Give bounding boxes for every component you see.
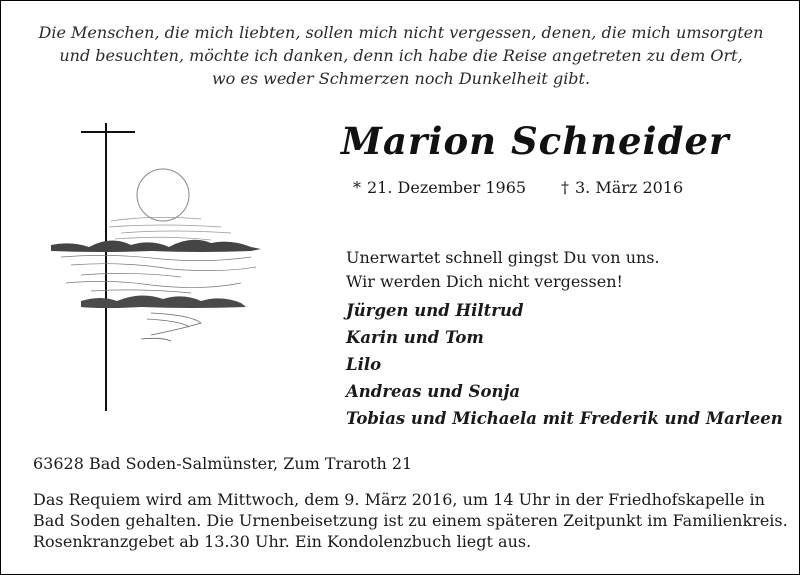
birth-date xyxy=(353,178,526,197)
mourner-item: Lilo xyxy=(346,355,382,374)
quote-line: und besuchten, möchte ich danken, denn ich habe die Reise angetreten zu dem Ort, xyxy=(59,46,743,65)
farewell-line: Unerwartet schnell gingst Du von uns. xyxy=(346,248,660,267)
service-information xyxy=(33,489,788,552)
service-line: Rosenkranzgebet ab 13.30 Uhr. Ein Kondolenzbuch liegt aus. xyxy=(33,532,532,551)
mourner-item: Jürgen und Hiltrud xyxy=(346,301,524,320)
cross-vertical xyxy=(105,123,107,411)
mourners-list xyxy=(346,297,783,432)
memorial-illustration xyxy=(51,123,281,413)
death-date xyxy=(561,178,683,197)
farewell-message xyxy=(346,246,660,294)
sun-shape xyxy=(137,169,189,221)
farewell-line: Wir werden Dich nicht vergessen! xyxy=(346,272,623,291)
mourner-item: Karin und Tom xyxy=(346,328,484,347)
mourner-item: Andreas und Sonja xyxy=(346,382,521,401)
deceased-name: Marion Schneider xyxy=(341,119,730,163)
family-address: 63628 Bad Soden-Salmünster, Zum Traroth 21 xyxy=(33,454,413,473)
mountain-range-far xyxy=(51,240,261,252)
river-strokes xyxy=(141,313,201,341)
star-icon: * xyxy=(353,178,361,197)
quote-line: Die Menschen, die mich liebten, sollen mich nicht vergessen, denen, die mich umsorgten xyxy=(38,23,764,42)
mourner-item: Tobias und Michaela mit Frederik und Marleen xyxy=(346,409,783,428)
death-date-text: 3. März 2016 xyxy=(575,178,684,197)
birth-date-text: 21. Dezember 1965 xyxy=(367,178,527,197)
cross-horizontal xyxy=(81,131,135,133)
quote-line: wo es weder Schmerzen noch Dunkelheit gibt. xyxy=(211,69,591,88)
service-line: Bad Soden gehalten. Die Urnenbeisetzung ist zu einem späteren Zeitpunkt im Familienkreis. xyxy=(33,511,788,530)
memorial-quote xyxy=(21,21,781,90)
haze-lines xyxy=(109,217,231,240)
landscape-strokes xyxy=(61,255,256,293)
cross-landscape-sun-icon xyxy=(51,123,281,417)
dagger-icon: † xyxy=(561,178,569,197)
service-line: Das Requiem wird am Mittwoch, dem 9. März 2016, um 14 Uhr in der Friedhofskapelle in xyxy=(33,490,765,509)
